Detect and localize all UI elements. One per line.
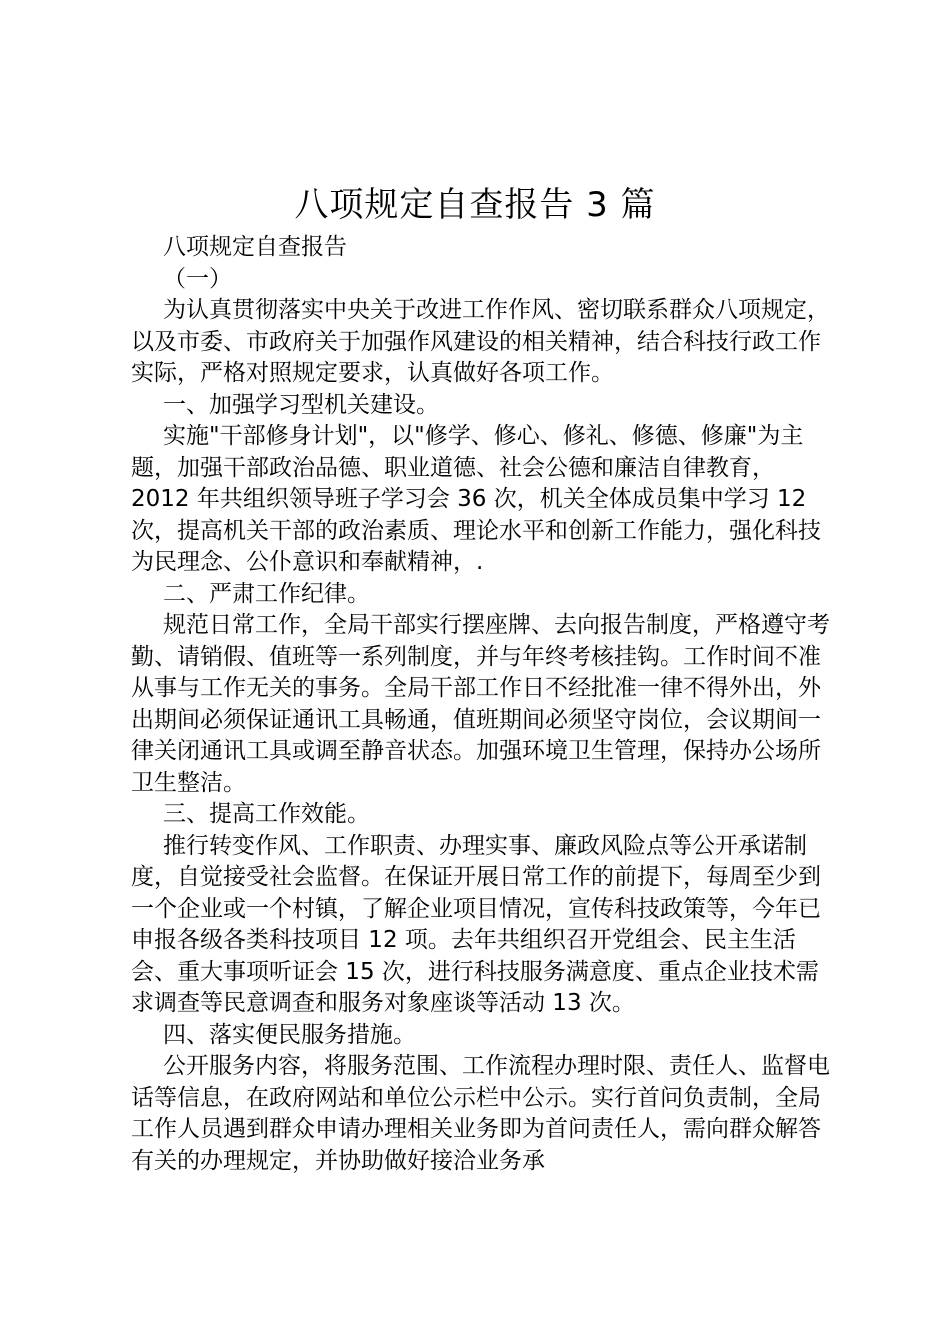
paragraph-intro: 为认真贯彻落实中央关于改进工作作风、密切联系群众八项规定，以及市委、市政府关于加强作风建设的相关精神，结合科技行政工作实际，严格对照规定要求，认真做好各项工作。 — [131, 297, 830, 386]
document-body — [131, 232, 831, 1177]
paragraph-4: 公开服务内容，将服务范围、工作流程办理时限、责任人、监督电话等信息，在政府网站和单位公示栏中公示。实行首问负责制，全局工作人员遇到群众申请办理相关业务即为首问责任人，需向群众解答有关的办理规定，并协助做好接洽业务承 — [131, 1053, 830, 1174]
heading-3: 三、提高工作效能。 — [163, 801, 370, 827]
heading-2: 二、严肃工作纪律。 — [163, 580, 370, 607]
section-number: （一） — [163, 265, 232, 292]
subtitle: 八项规定自查报告 — [163, 234, 347, 260]
paragraph-2: 规范日常工作，全局干部实行摆座牌、去向报告制度，严格遵守考勤、请销假、值班等一系列制度，并与年终考核挂钩。工作时间不准从事与工作无关的事务。全局干部工作日不经批准一律不得外出，外出期间必须保证通讯工具畅通，值班期间必须坚守岗位，会议期间一律关闭通讯工具或调至静音状态。加强环境卫生管理，保持办公场所卫生整洁。 — [131, 612, 830, 796]
paragraph-3: 推行转变作风、工作职责、办理实事、廉政风险点等公开承诺制度，自觉接受社会监督。在保证开展日常工作的前提下，每周至少到一个企业或一个村镇，了解企业项目情况，宣传科技政策等，今年已申报各级各类科技项目 12 项。去年共组织召开党组会、民主生活会、重大事项听证会 15 次，进行科技服务满意度、重点企业技术需求调查等民意调查和服务对象座谈等活动 13 次。 — [131, 832, 821, 1016]
heading-4: 四、落实便民服务措施。 — [163, 1021, 416, 1048]
paragraph-1: 实施"干部修身计划"，以"修学、修心、修礼、修德、修廉"为主题，加强干部政治品德、职业道德、社会公德和廉洁自律教育，2012 年共组织领导班子学习会 36 次，机关全体成员集中学习 12 次，提高机关干部的政治素质、理论水平和创新工作能力，强化科技为民理念、公仆意识和奉献精神，. — [131, 423, 821, 575]
document-title: 八项规定自查报告 3 篇 — [294, 185, 656, 225]
heading-1: 一、加强学习型机关建设。 — [163, 391, 439, 418]
